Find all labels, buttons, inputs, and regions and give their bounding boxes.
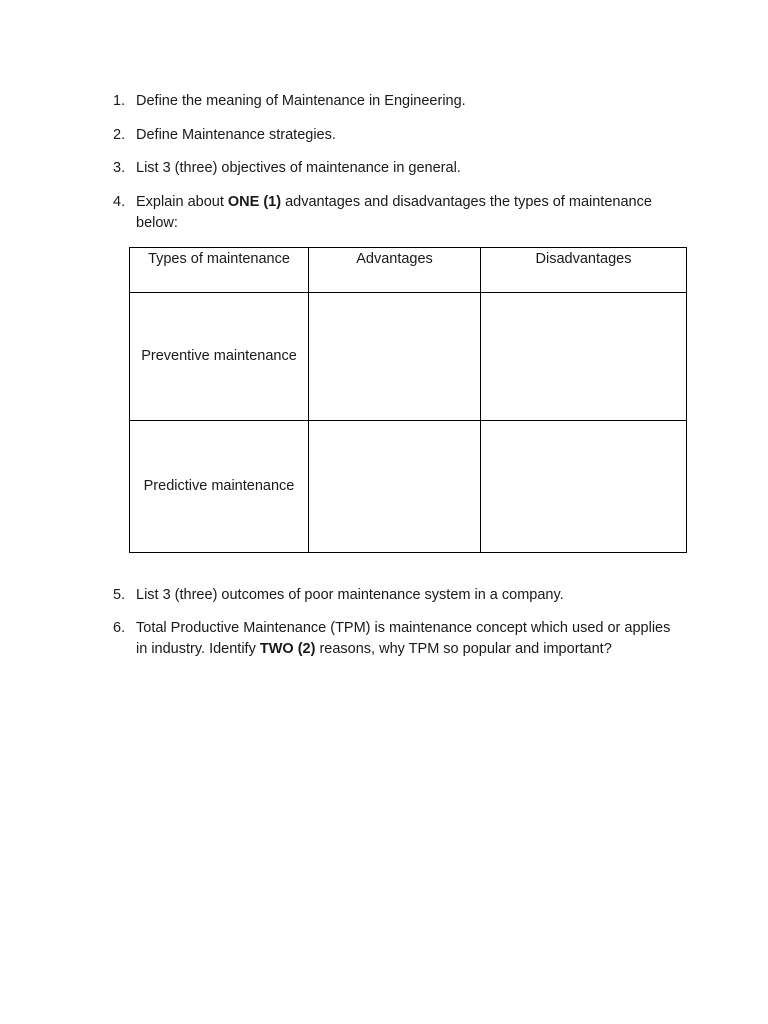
question-number: 4. — [113, 194, 126, 210]
emphasis: ONE (1) — [227, 194, 282, 210]
disadvantages-cell[interactable] — [481, 293, 687, 421]
question-number: 2. — [113, 127, 126, 143]
table-row — [130, 421, 687, 553]
question-number: 6. — [113, 620, 126, 636]
question-5 — [113, 585, 683, 606]
disadvantages-cell[interactable] — [481, 421, 687, 553]
question-6 — [113, 618, 683, 659]
question-3 — [113, 158, 683, 179]
table-row — [130, 293, 687, 421]
question-number: 1. — [113, 93, 126, 109]
question-2 — [113, 125, 683, 146]
type-cell: Preventive maintenance — [130, 293, 309, 421]
question-4 — [113, 192, 683, 233]
question-text: Define the meaning of Maintenance in Engineering. — [136, 93, 466, 109]
question-1 — [113, 91, 683, 112]
question-number: 3. — [113, 160, 126, 176]
type-cell: Predictive maintenance — [130, 421, 309, 553]
header-types: Types of maintenance — [130, 248, 309, 293]
advantages-cell[interactable] — [309, 293, 481, 421]
advantages-cell[interactable] — [309, 421, 481, 553]
question-number: 5. — [113, 587, 126, 603]
question-text-part: Explain about — [136, 194, 228, 210]
question-text-part: Total Productive Maintenance (TPM) is maintenance concept which used or applies in industry. Identify — [136, 620, 671, 657]
question-text: List 3 (three) objectives of maintenance in general. — [136, 160, 461, 176]
question-text-part: advantages and disadvantages the types of maintenance below: — [136, 194, 652, 231]
emphasis: TWO (2) — [259, 640, 316, 657]
table-header-row — [130, 248, 687, 293]
question-text: Define Maintenance strategies. — [136, 127, 336, 143]
question-text — [136, 618, 683, 659]
header-disadvantages: Disadvantages — [481, 248, 687, 293]
question-text-part: reasons, why TPM so popular and important? — [315, 640, 612, 657]
maintenance-table — [129, 247, 687, 553]
question-text — [136, 192, 683, 233]
header-advantages: Advantages — [309, 248, 481, 293]
question-text: List 3 (three) outcomes of poor maintenance system in a company. — [136, 587, 564, 603]
